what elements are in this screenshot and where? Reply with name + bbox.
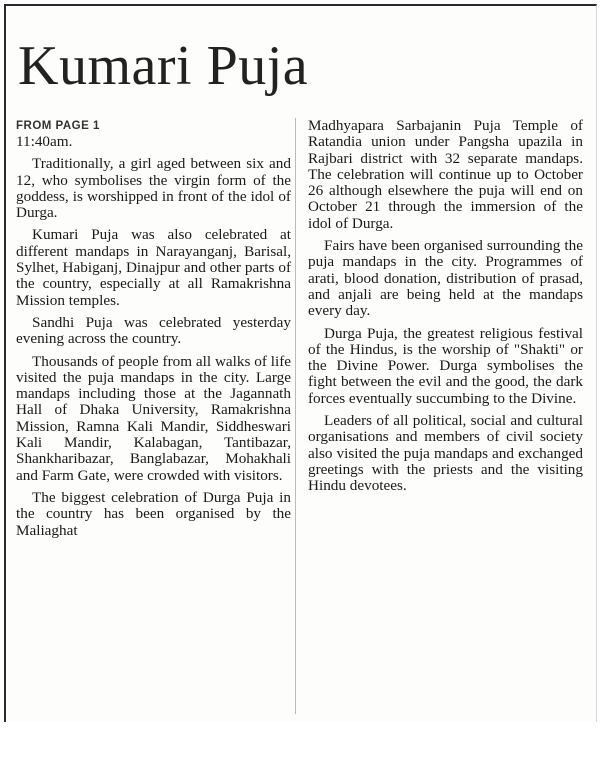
paragraph: Fairs have been organised surrounding the puja mandaps in the city. Programmes of arati, blood donation, distribution of prasad, and anjali are being held at the mandaps every day. xyxy=(308,237,583,320)
paragraph: Leaders of all political, social and cultural organisations and members of civil society also visited the puja mandaps and exchanged greetings with the priests and the visiting Hindu devotees. xyxy=(308,412,583,495)
article-column-left xyxy=(16,118,291,539)
column-divider xyxy=(295,118,296,714)
paragraph: 11:40am. xyxy=(16,133,73,150)
paragraph: Sandhi Puja was celebrated yesterday evening across the country. xyxy=(16,313,291,348)
paragraph: Traditionally, a girl aged between six and 12, who symbolises the virgin form of the goddess, is worshipped in front of the idol of Durga. xyxy=(16,155,291,222)
paragraph: Thousands of people from all walks of life visited the puja mandaps in the city. Large mandaps including those at the Jagannath Hall of Dhaka University, Ramakrishna Mission, Ramna Kali Mandir, Siddheswari Kali Mandir, Kalabagan, Tantibazar, Shankharibazar, Banglabazar, Mohakhali and Farm Gate, were crowded with visitors. xyxy=(16,352,291,484)
continuation-kicker: FROM PAGE 1 xyxy=(16,120,100,132)
paragraph: Madhyapara Sarbajanin Puja Temple of Ratandia union under Pangsha upazila in Rajbari district with 32 separate mandaps. The celebration will continue up to October 26 although elsewhere the puja will end on October 21 through the immersion of the idol of Durga. xyxy=(308,117,583,232)
article-column-right xyxy=(308,118,583,495)
paragraph: Kumari Puja was also celebrated at different mandaps in Narayanganj, Barisal, Sylhet, Habiganj, Dinajpur and other parts of the country, especially at all Ramakrishna Mission temples. xyxy=(16,226,291,309)
paragraph: Durga Puja, the greatest religious festival of the Hindus, is the worship of "Shakti" or the Divine Power. Durga symbolises the fight between the evil and the good, the dark forces eventually succumbing to the Divine. xyxy=(308,324,583,407)
paragraph: The biggest celebration of Durga Puja in the country has been organised by the Maliaghat xyxy=(16,488,291,539)
headline: Kumari Puja xyxy=(18,35,309,97)
